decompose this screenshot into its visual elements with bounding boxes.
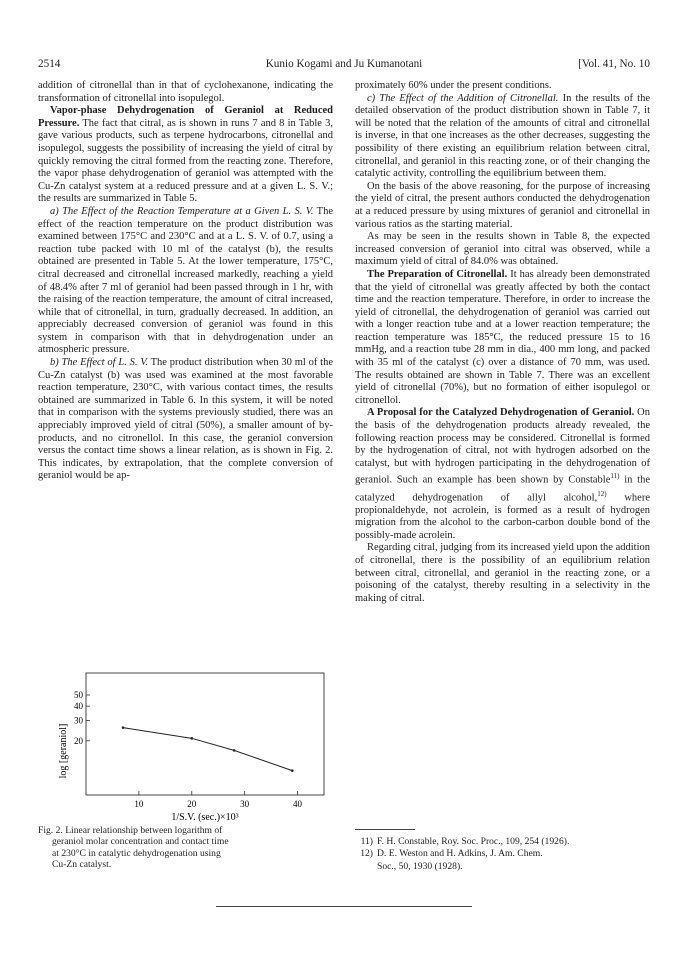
figure-caption	[38, 825, 333, 871]
paragraph	[38, 206, 333, 357]
running-header	[38, 58, 650, 74]
y-axis-label: log [geraniol]	[58, 723, 69, 779]
section-heading: The Preparation of Citronellal.	[367, 268, 508, 280]
x-tick-label: 20	[187, 799, 197, 809]
reference-marker: 12)	[597, 489, 607, 498]
y-tick-label: 40	[74, 701, 83, 712]
paragraph-text: where propionaldehyde, not acrolein, is formed as a result of hydrogen migration from the alcohol to the carbon-carbon double bond of the possibly-made acrolein.	[355, 492, 651, 541]
paragraph-text: in the catalyzed dehydrogenation of allyl alcohol,	[355, 474, 651, 503]
paragraph	[38, 105, 333, 206]
subsection-heading: b) The Effect of L. S. V.	[50, 357, 149, 369]
x-tick-label: 40	[293, 799, 303, 809]
paragraph: On the basis of the above reasoning, for the purpose of increasing the yield of citral, the present authors conducted the dehydrogenation at a reduced pressure by using mixtures of geraniol and citronellal in various ratios as the starting material.	[355, 180, 650, 230]
footnote-12-continuation: Soc., 50, 1930 (1928).	[377, 860, 463, 872]
paragraph-text: The fact that citral, as is shown in runs 7 and 8 in Table 3, gave various products, such as terpene hydrocarbons, citronellal and isopulegol, suggests the possibility of increasing the yield of citral by quickly removing the citral formed from the reacting zone. Therefore, the vapor phase dehydrogenation of geraniol was attempted with the Cu-Zn catalyst system at a reduced pressure and at a given L. S. V.; the results are summarized in Table 5.	[38, 117, 333, 205]
paragraph-text: The effect of the reaction temperature on the product distribution was examined between 175°C and 230°C and at a L. S. V. of 0.7, using a reaction tube packed with 10 ml of the catalyst (b), the results obtained are presented in Table 5. At the lower temperature, 175°C, citral decreased and citronellal increased markedly, reaching a yield of 48.4% after 7 ml of geraniol had been passed through in 1 hr, with the raising of the reaction temperature, the amount of citral increased, while that of citronellal, in turn, gradually decreased. In addition, an appreciably decreased conversion of geraniol was found in this system in comparison with that in dehydrogenation under an atmospheric pressure.	[38, 205, 334, 356]
footnote-text: F. H. Constable, Roy. Soc. Proc., 109, 254 (1926).	[377, 836, 570, 847]
page-number: 2514	[38, 58, 61, 70]
running-authors: Kunio Kogami and Ju Kumanotani	[265, 58, 423, 70]
volume-info: [Vol. 41, No. 10	[578, 58, 650, 70]
paragraph-text: It has already been demonstrated that the yield of citronellal was greatly affected by both the contact time and the reaction temperature. Therefore, in order to increase the yield of citronellal, the dehydrogenation of geraniol was carried out with a longer reaction tube and at a lower reaction temperature; the reaction temperature was 185°C, the reduced pressure 15 to 16 mmHg, and a reaction tube 28 mm in dia., 400 mm long, and packed with 35 ml of the catalyst (c) over a distance of 70 mm, was used. The results obtained are shown in Table 7. There was an excellent yield of citronellal (70%), but no formation of either isopulegol or citronellol.	[355, 268, 650, 406]
subsection-heading: a) The Effect of the Reaction Temperature at a Given L. S. V.	[50, 205, 314, 217]
series-line	[123, 728, 292, 771]
y-tick-label: 30	[74, 715, 83, 726]
footnote-divider	[355, 829, 415, 830]
paragraph: proximately 60% under the present conditions.	[355, 80, 552, 91]
footnote-12	[355, 848, 650, 859]
paragraph: addition of citronellal than in that of cyclohexanone, indicating the transformation of citronellal into isopulegol.	[38, 80, 333, 104]
paragraph	[355, 93, 650, 181]
x-axis-label: 1/S.V. (sec.)×10³	[171, 812, 239, 823]
figure-2	[38, 667, 333, 827]
footnote-number: 11)	[360, 836, 373, 847]
paragraph: Regarding citral, judging from its increased yield upon the addition of citronellal, there is the possibility of an equilibrium relation between citral, citronellal, and geraniol in the reacting zone, or a poisoning of the catalyst, thereby resulting in a selectivity in the making of citral.	[355, 542, 650, 604]
subsection-heading: c) The Effect of the Addition of Citronellal.	[367, 92, 559, 104]
right-column	[355, 80, 650, 605]
section-heading: Vapor-phase Dehydrogenation of Geraniol at Reduced Pressure.	[38, 105, 333, 129]
paragraph: As may be seen in the results shown in Table 8, the expected increased conversion of geraniol into citral was observed, while a maximum yield of citral of 84.0% was obtained.	[355, 231, 650, 268]
figure-2-chart	[38, 667, 333, 827]
caption-line: geraniol molar concentration and contact time	[52, 836, 229, 848]
footnotes	[355, 836, 650, 873]
caption-line: at 230°C in catalytic dehydrogenation using	[52, 847, 221, 859]
caption-line: Cu-Zn catalyst.	[52, 859, 112, 871]
paragraph	[355, 269, 650, 408]
x-tick-label: 30	[240, 799, 250, 809]
data-point	[190, 737, 193, 740]
paragraph-text: On the basis of the dehydrogenation products already revealed, the following reaction process may be considered. Citronellal is formed by the hydrogenation of citral, not with hydrogen adsorbed on the catalyst, but with hydrogen participating in the dehydrogenation of geraniol. Such an example has been shown by Constable	[355, 407, 650, 486]
end-rule	[216, 906, 472, 907]
footnote-number: 12)	[360, 848, 373, 860]
paragraph	[355, 407, 650, 542]
caption-line: Fig. 2. Linear relationship between logarithm of	[38, 825, 223, 836]
paragraph-text: The product distribution when 30 ml of the Cu-Zn catalyst (b) was used was examined at the most favorable reaction temperature, 230°C, with various contact times, the results obtained are summarized in Table 6. In this system, it will be noted that in comparison with the systems previously studied, there was an appreciably improved yield of citral (50%), a smaller amount of by-products, and no citronellol. In this case, the geraniol conversion versus the contact time shows a linear relation, as is shown in Fig. 2. This indicates, by extrapolation, that the complete conversion of geraniol would be ap-	[38, 357, 333, 482]
plot-frame	[86, 673, 324, 795]
data-point	[291, 769, 294, 772]
left-column	[38, 80, 333, 483]
footnote-text: D. E. Weston and H. Adkins, J. Am. Chem.	[377, 848, 543, 860]
reference-marker: 11)	[610, 472, 620, 481]
section-heading: A Proposal for the Catalyzed Dehydrogenation of Geraniol.	[367, 407, 635, 419]
paragraph	[38, 357, 333, 483]
data-point	[233, 749, 236, 752]
x-tick-label: 10	[134, 799, 144, 809]
y-tick-label: 20	[74, 735, 83, 746]
y-tick-label: 50	[74, 690, 83, 700]
footnote-11	[355, 836, 650, 847]
paragraph-text: In the results of the detailed observation of the product distribution shown in Table 7, it will be noted that the relation of the amounts of citral and citronellal is inverse, in that one increases as the other decreases, suggesting the possibility of there existing an equilibrium relation between citral, citronellal, and geraniol in this reacting zone, or of their changing the catalytic activity, controlling the equilibrium between them.	[355, 92, 650, 180]
data-point	[122, 726, 125, 729]
